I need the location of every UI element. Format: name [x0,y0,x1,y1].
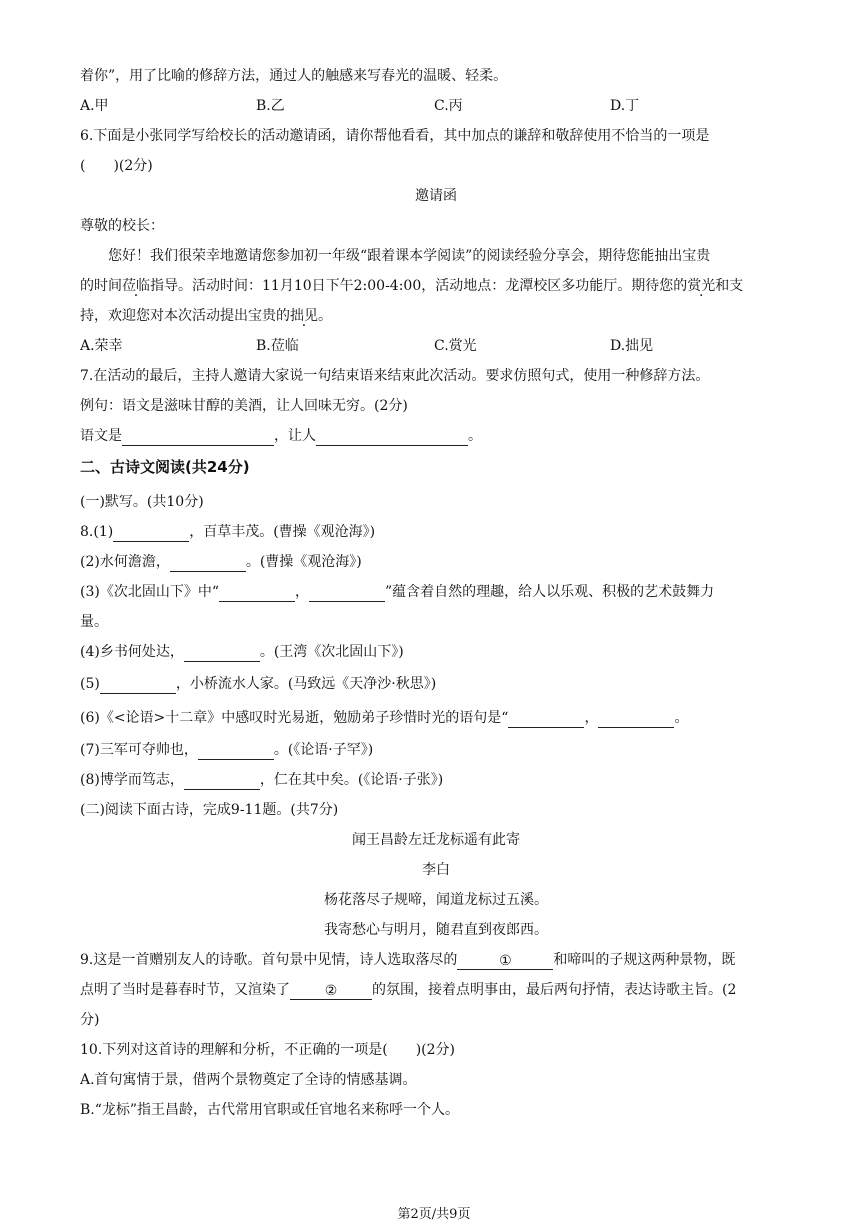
q8-1 [80,522,375,542]
part-title: (二)阅读下面古诗，完成9-11题。(共7分) [80,802,339,818]
answer-blank[interactable] [170,555,246,572]
answer-blank-1[interactable]: ① [457,953,553,970]
q8-6 [80,708,688,728]
text: ，仁在其中矣。(《论语·子张》) [259,772,444,788]
q9-line: 分) [80,1012,100,1028]
text: 指导。活动时间：11月10日下午2:00-4:00，活动地点：龙潭校区多功能厅。期待您的 [150,278,688,294]
text: (7)三军可夺帅也， [80,742,198,758]
q7-answer-line [80,426,482,446]
q8-7 [80,740,373,760]
answer-blank[interactable] [316,429,468,446]
q9-line [80,950,735,970]
letter-title: 邀请函 [415,188,457,204]
text: 和支 [715,278,744,294]
poem-title: 闻王昌龄左迁龙标遥有此寄 [352,832,520,848]
section-title: 二、古诗文阅读(共24分) [80,458,250,476]
text: 。(曹操《观沧海》) [245,554,362,570]
text: ， [295,584,309,600]
text: ，小桥流水人家。(马致远《天净沙·秋思》) [175,676,437,692]
text: ”蕴含着自然的理趣，给人以乐观、积极的艺术鼓舞力 [385,584,715,600]
q6-option-b: B.莅临 [256,338,299,354]
q6-option-a: A.荣幸 [80,338,123,354]
text: ，百草丰茂。(曹操《观沧海》) [189,524,376,540]
q7-example: 例句：语文是滋味甘醇的美酒，让人回味无穷。(2分) [80,398,408,414]
q8-3 [80,582,714,602]
q8-4 [80,642,404,662]
text: 。 [674,710,689,726]
text: 和啼叫的子规这两种景物，既 [553,952,736,968]
answer-blank[interactable] [184,645,260,662]
q10-stem: 10.下列对这首诗的理解和分析，不正确的一项是( )(2分) [80,1042,456,1058]
dotted-word-lilin: 莅临 [122,278,150,294]
answer-blank[interactable] [122,429,274,446]
text: 。(王湾《次北固山下》) [259,644,404,660]
poem-line: 杨花落尽子规啼，闻道龙标过五溪。 [324,892,548,908]
text: (8)博学而笃志， [80,772,184,788]
text: 的氛围，接着点明事由，最后两句抒情，表达诗歌主旨。(2 [372,982,737,998]
q8-8 [80,770,443,790]
q6-stem: 6.下面是小张同学写给校长的活动邀请函，请你帮他看看，其中加点的谦辞和敬辞使用不恰当的一项是 [80,128,710,144]
answer-blank-2[interactable]: ② [290,983,372,1000]
part-title: (一)默写。(共10分) [80,494,204,510]
dotted-word-zhuojian: 拙见 [290,308,318,324]
poem-author: 李白 [422,862,450,878]
q7-stem: 7.在活动的最后，主持人邀请大家说一句结束语来结束此次活动。要求仿照句式，使用一种修辞方法。 [80,368,710,384]
q5-option-b: B.乙 [256,98,285,114]
answer-blank[interactable] [309,585,385,602]
q10-option-b: B.“龙标”指王昌龄，古代常用官职或任官地名来称呼一个人。 [80,1102,460,1118]
poem-line: 我寄愁心与明月，随君直到夜郎西。 [324,922,548,938]
text: (3)《次北固山下》中“ [80,584,219,600]
answer-blank[interactable] [508,711,584,728]
text: (5) [80,676,100,692]
q6-option-d: D.拙见 [610,338,654,354]
answer-blank[interactable] [219,585,295,602]
letter-body-line [80,306,332,326]
text: 持，欢迎您对本次活动提出宝贵的 [80,308,290,324]
text: (6)《<论语>十二章》中感叹时光易逝，勉励弟子珍惜时光的语句是“ [80,710,509,726]
dotted-word-shangguang: 赏光 [687,278,716,294]
text: 8.(1) [80,524,114,540]
q5-analysis-tail: 着你”，用了比喻的修辞方法，通过人的触感来写春光的温暖、轻柔。 [80,68,508,84]
q8-2 [80,552,362,572]
text: ，让人 [274,428,316,444]
answer-blank[interactable] [184,773,260,790]
text: 。 [468,428,482,444]
q8-3-cont: 量。 [80,614,108,630]
text: (2)水何澹澹， [80,554,170,570]
answer-blank[interactable] [100,677,176,694]
q8-5 [80,674,436,694]
text: 点明了当时是暮春时节，又渲染了 [80,982,290,998]
page-number: 第2页/共9页 [397,1207,471,1222]
text: ， [584,710,599,726]
letter-body-line [80,276,743,296]
q6-score: ( )(2分) [80,158,153,174]
letter-body-line: 您好！我们很荣幸地邀请您参加初一年级“跟着课本学阅读”的阅读经验分享会，期待您能抽出宝贵 [108,248,711,264]
letter-salutation: 尊敬的校长： [80,218,164,234]
answer-blank[interactable] [198,743,274,760]
answer-blank[interactable] [598,711,674,728]
answer-blank[interactable] [113,525,189,542]
text: 9.这是一首赠别友人的诗歌。首句景中见情，诗人选取落尽的 [80,952,458,968]
q5-option-d: D.丁 [610,98,640,114]
q5-option-a: A.甲 [80,98,109,114]
q6-option-c: C.赏光 [434,338,477,354]
text: (4)乡书何处达， [80,644,184,660]
text: 。(《论语·子罕》) [273,742,374,758]
q10-option-a: A.首句寓情于景，借两个景物奠定了全诗的情感基调。 [80,1072,417,1088]
q5-option-c: C.丙 [434,98,463,114]
q9-line [80,980,736,1000]
text: 语文是 [80,428,122,444]
text: 。 [318,308,332,324]
text: 的时间 [80,278,122,294]
